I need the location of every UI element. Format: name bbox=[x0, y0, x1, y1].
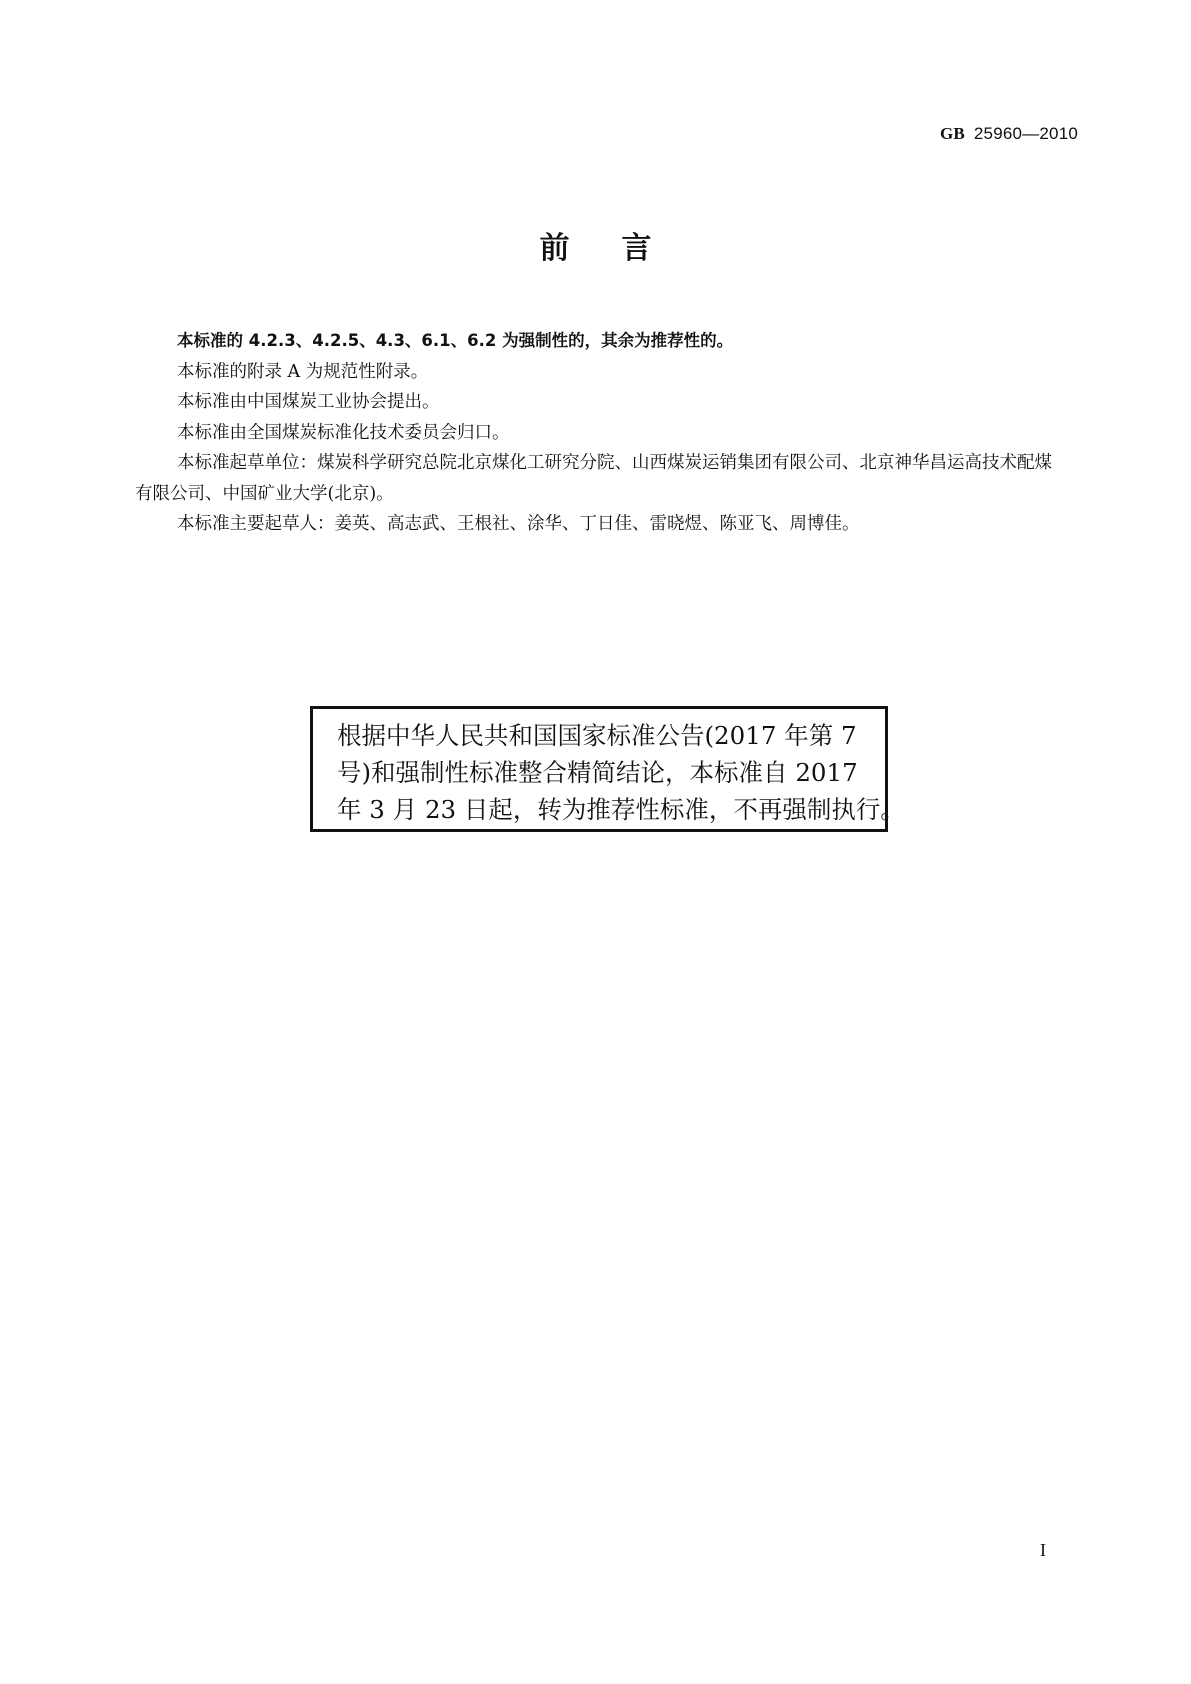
standard-prefix: GB bbox=[940, 124, 965, 143]
proposer-paragraph: 本标准由中国煤炭工业协会提出。 bbox=[177, 392, 440, 412]
page-number: I bbox=[1040, 1540, 1046, 1560]
notice-line: 根据中华人民共和国国家标准公告(2017 年第 7 bbox=[337, 721, 857, 750]
page-title: 前言 bbox=[539, 231, 704, 266]
foreword-body bbox=[135, 326, 1065, 540]
standard-number: 25960—2010 bbox=[973, 124, 1078, 143]
drafters-paragraph: 本标准主要起草人：姜英、高志武、王根社、涂华、丁日佳、雷晓煜、陈亚飞、周博佳。 bbox=[177, 514, 860, 534]
notice-line: 号)和强制性标准整合精简结论，本标准自 2017 bbox=[337, 758, 858, 787]
standard-code bbox=[940, 124, 1078, 144]
annex-paragraph: 本标准的附录 A 为规范性附录。 bbox=[177, 361, 429, 382]
committee-paragraph: 本标准由全国煤炭标准化技术委员会归口。 bbox=[177, 422, 510, 443]
status-notice-box bbox=[310, 706, 905, 832]
drafting-units-paragraph: 本标准起草单位：煤炭科学研究总院北京煤化工研究分院、山西煤炭运销集团有限公司、北京神华昌运高技术配煤有限公司、中国矿业大学(北京)。 bbox=[135, 453, 1052, 504]
notice-line: 年 3 月 23 日起，转为推荐性标准，不再强制执行。 bbox=[337, 795, 905, 824]
mandatory-clauses-paragraph: 本标准的 4.2.3、4.2.5、4.3、6.1、6.2 为强制性的，其余为推荐性的。 bbox=[177, 331, 734, 350]
